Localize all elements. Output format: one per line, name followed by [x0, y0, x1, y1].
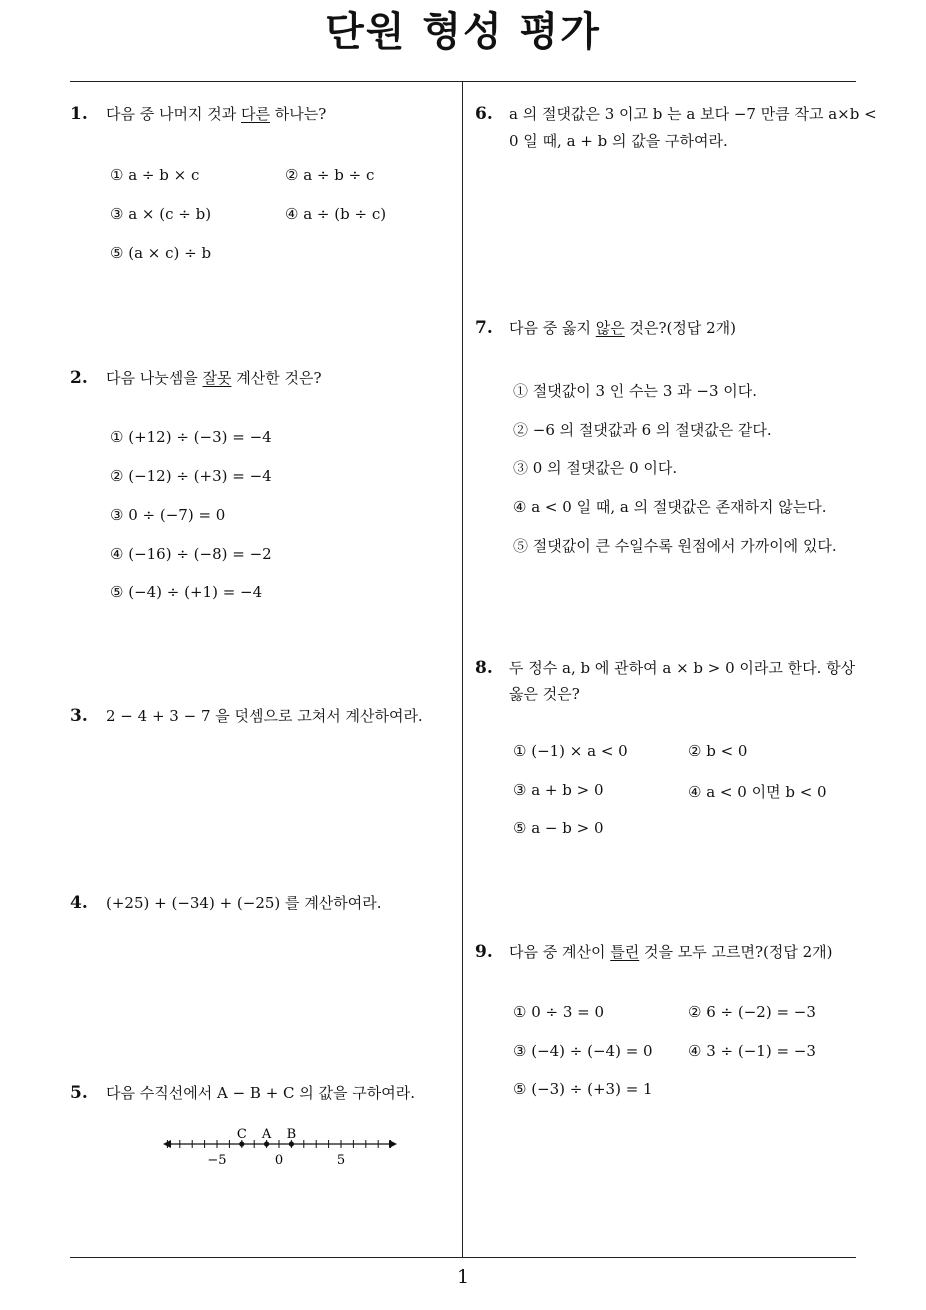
- point-b: [289, 1141, 294, 1146]
- emphasis-underline: 틀린: [610, 943, 640, 961]
- question-text: 2 − 4 + 3 − 7 을 덧셈으로 고쳐서 계산하여라.: [106, 707, 423, 725]
- question-text-line-2: 옳은 것은?: [509, 685, 580, 703]
- option-5[interactable]: ⑤ (−3) ÷ (+3) = 1: [513, 1080, 653, 1098]
- point-c: [239, 1141, 244, 1146]
- point-label-c: C: [236, 1127, 247, 1142]
- option-2[interactable]: ② (−12) ÷ (+3) = −4: [110, 467, 272, 485]
- option-5[interactable]: ⑤ (−4) ÷ (+1) = −4: [110, 583, 263, 601]
- option-2[interactable]: ② 6 ÷ (−2) = −3: [688, 1003, 816, 1021]
- question-number: 9.: [475, 942, 493, 962]
- page-title: 단원 형성 평가: [325, 9, 601, 55]
- option-2[interactable]: ② −6 의 절댓값과 6 의 절댓값은 같다.: [513, 421, 772, 439]
- emphasis-underline: 않은: [595, 319, 625, 337]
- option-5[interactable]: ⑤ 절댓값이 큰 수일수록 원점에서 가까이에 있다.: [513, 537, 837, 555]
- option-4[interactable]: ④ a ÷ (b ÷ c): [285, 205, 387, 223]
- question-number: 3.: [70, 706, 88, 726]
- number-line: [155, 1118, 405, 1170]
- tick-label-5: 5: [336, 1153, 346, 1168]
- question-number: 8.: [475, 658, 493, 678]
- point-label-b: B: [286, 1127, 297, 1142]
- option-4[interactable]: ④ a < 0 일 때, a 의 절댓값은 존재하지 않는다.: [513, 498, 827, 516]
- option-1[interactable]: ① 절댓값이 3 인 수는 3 과 −3 이다.: [513, 382, 758, 400]
- tick-label-minus-5: −5: [207, 1153, 227, 1168]
- tick-label-0: 0: [274, 1153, 284, 1168]
- option-2[interactable]: ② b < 0: [688, 742, 748, 760]
- column-divider: [462, 82, 463, 1257]
- option-2[interactable]: ② a ÷ b ÷ c: [285, 166, 375, 184]
- option-5[interactable]: ⑤ (a × c) ÷ b: [110, 244, 212, 262]
- option-4[interactable]: ④ (−16) ÷ (−8) = −2: [110, 545, 272, 563]
- option-3[interactable]: ③ a × (c ÷ b): [110, 205, 212, 223]
- option-3[interactable]: ③ a + b > 0: [513, 781, 604, 799]
- question-text: (+25) + (−34) + (−25) 를 계산하여라.: [106, 894, 382, 912]
- question-text: 다음 나눗셈을 잘못 계산한 것은?: [106, 369, 322, 387]
- emphasis-underline: 다른: [241, 105, 270, 123]
- option-5[interactable]: ⑤ a − b > 0: [513, 819, 604, 837]
- question-text-line-1: a 의 절댓값은 3 이고 b 는 a 보다 −7 만큼 작고 a×b <: [509, 105, 877, 123]
- point-a: [264, 1141, 269, 1146]
- emphasis-underline: 잘못: [202, 369, 232, 387]
- option-1[interactable]: ① (+12) ÷ (−3) = −4: [110, 428, 272, 446]
- question-text: 다음 중 계산이 틀린 것을 모두 고르면?(정답 2개): [509, 943, 833, 961]
- option-1[interactable]: ① (−1) × a < 0: [513, 742, 628, 760]
- question-text: 다음 중 옳지 않은 것은?(정답 2개): [509, 319, 737, 337]
- top-rule: [70, 81, 856, 82]
- question-text-line-1: 두 정수 a, b 에 관하여 a × b > 0 이라고 한다. 항상: [509, 659, 856, 677]
- option-4[interactable]: ④ a < 0 이면 b < 0: [688, 783, 827, 801]
- page-number: 1: [456, 1266, 470, 1288]
- point-label-a: A: [261, 1127, 272, 1142]
- question-number: 5.: [70, 1083, 88, 1103]
- option-3[interactable]: ③ 0 의 절댓값은 0 이다.: [513, 459, 678, 477]
- option-3[interactable]: ③ (−4) ÷ (−4) = 0: [513, 1042, 653, 1060]
- question-text: 다음 중 나머지 것과 다른 하나는?: [106, 105, 327, 123]
- option-4[interactable]: ④ 3 ÷ (−1) = −3: [688, 1042, 816, 1060]
- option-1[interactable]: ① a ÷ b × c: [110, 166, 200, 184]
- question-number: 2.: [70, 368, 88, 388]
- option-1[interactable]: ① 0 ÷ 3 = 0: [513, 1003, 605, 1021]
- question-number: 4.: [70, 893, 88, 913]
- option-3[interactable]: ③ 0 ÷ (−7) = 0: [110, 506, 226, 524]
- question-text-line-2: 0 일 때, a + b 의 값을 구하여라.: [509, 132, 728, 150]
- question-number: 1.: [70, 104, 88, 124]
- bottom-rule: [70, 1257, 856, 1258]
- question-number: 7.: [475, 318, 493, 338]
- question-number: 6.: [475, 104, 493, 124]
- question-text: 다음 수직선에서 A − B + C 의 값을 구하여라.: [106, 1084, 416, 1102]
